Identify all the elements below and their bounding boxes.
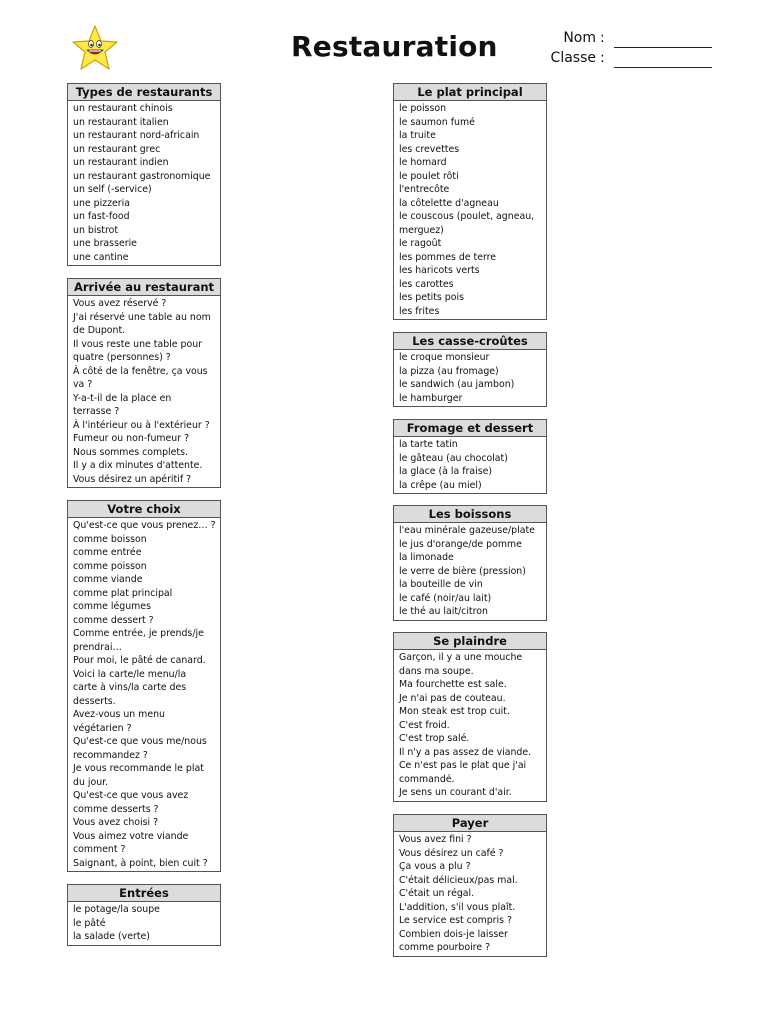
nom-row bbox=[532, 28, 712, 48]
list-item: les carottes bbox=[399, 278, 454, 290]
classe-label: Classe bbox=[550, 50, 596, 66]
list-item: le jus d'orange/de pomme bbox=[399, 538, 522, 550]
box-list bbox=[68, 902, 220, 945]
list-item: le pâté bbox=[73, 917, 106, 929]
list-item: quatre (personnes) ? bbox=[73, 352, 171, 363]
list-item: C'est froid. bbox=[399, 719, 450, 731]
box-casse-croutes bbox=[393, 332, 547, 407]
list-item: Voici la carte/le menu/la bbox=[73, 668, 187, 680]
list-item: comme desserts ? bbox=[73, 803, 159, 815]
list-item: À l'intérieur ou à l'extérieur ? bbox=[73, 419, 210, 431]
list-item: le hamburger bbox=[399, 392, 463, 404]
box-votre-choix bbox=[67, 500, 221, 872]
list-item: Il n'y a pas assez de viande. bbox=[399, 746, 532, 758]
list-item: un restaurant italien bbox=[73, 116, 169, 128]
nom-label: Nom bbox=[563, 30, 596, 46]
box-list bbox=[68, 518, 220, 871]
list-item: les haricots verts bbox=[399, 265, 480, 276]
list-item: prendrai… bbox=[73, 641, 122, 653]
list-item: le gâteau (au chocolat) bbox=[399, 452, 508, 464]
box-list bbox=[394, 437, 546, 493]
box-list bbox=[394, 101, 546, 319]
box-title: Types de restaurants bbox=[68, 84, 220, 101]
list-item: commandé. bbox=[399, 773, 455, 785]
list-item: Le service est compris ? bbox=[399, 915, 512, 926]
list-item: Vous avez réservé ? bbox=[73, 298, 167, 309]
list-item: comme plat principal bbox=[73, 587, 173, 599]
box-title: Arrivée au restaurant bbox=[68, 279, 220, 296]
box-list bbox=[394, 523, 546, 620]
list-item: le saumon fumé bbox=[399, 116, 475, 128]
list-item: Vous aimez votre viande bbox=[73, 830, 189, 842]
list-item: C'était un régal. bbox=[399, 888, 475, 899]
list-item: comme entrée bbox=[73, 547, 142, 558]
box-entrees bbox=[67, 884, 221, 946]
list-item: un restaurant chinois bbox=[73, 103, 173, 114]
list-item: Vous avez fini ? bbox=[399, 834, 472, 845]
list-item: comment ? bbox=[73, 844, 126, 855]
list-item: les petits pois bbox=[399, 292, 464, 303]
list-item: comme pourboire ? bbox=[399, 942, 491, 953]
list-item: Vous avez choisi ? bbox=[73, 817, 159, 828]
list-item: un fast-food bbox=[73, 211, 130, 222]
box-list bbox=[394, 350, 546, 406]
box-title: Votre choix bbox=[68, 501, 220, 518]
list-item: les pommes de terre bbox=[399, 251, 497, 263]
list-item: le homard bbox=[399, 157, 447, 168]
list-item: une brasserie bbox=[73, 238, 137, 249]
list-item: l'entrecôte bbox=[399, 184, 450, 195]
list-item: J'ai réservé une table au nom bbox=[73, 311, 211, 323]
box-title: Le plat principal bbox=[394, 84, 546, 101]
list-item: Avez-vous un menu bbox=[73, 709, 165, 720]
page-title: Restauration bbox=[291, 30, 498, 63]
nom-colon: : bbox=[600, 30, 605, 46]
box-payer bbox=[393, 814, 547, 957]
list-item: la truite bbox=[399, 130, 436, 141]
box-title: Entrées bbox=[68, 885, 220, 902]
list-item: le verre de bière (pression) bbox=[399, 565, 526, 577]
list-item: l'eau minérale gazeuse/plate bbox=[399, 525, 535, 536]
list-item: Il vous reste une table pour bbox=[73, 338, 203, 350]
box-list bbox=[394, 650, 546, 801]
list-item: carte à vins/la carte des bbox=[73, 682, 187, 693]
list-item: la limonade bbox=[399, 552, 454, 563]
box-types-restaurants bbox=[67, 83, 221, 266]
list-item: comme poisson bbox=[73, 560, 147, 572]
list-item: le poisson bbox=[399, 103, 447, 114]
box-list bbox=[68, 101, 220, 265]
list-item: Qu'est-ce que vous me/nous bbox=[73, 736, 207, 747]
box-list bbox=[394, 832, 546, 956]
box-title: Se plaindre bbox=[394, 633, 546, 650]
list-item: Je sens un courant d'air. bbox=[399, 787, 512, 798]
list-item: merguez) bbox=[399, 224, 444, 236]
list-item: une cantine bbox=[73, 251, 129, 263]
list-item: un restaurant gastronomique bbox=[73, 170, 211, 182]
list-item: comme dessert ? bbox=[73, 614, 154, 626]
list-item: la crêpe (au miel) bbox=[399, 479, 482, 491]
list-item: terrasse ? bbox=[73, 406, 120, 417]
list-item: un restaurant grec bbox=[73, 143, 161, 155]
list-item: recommandez ? bbox=[73, 749, 148, 761]
list-item: Saignant, à point, bien cuit ? bbox=[73, 857, 208, 869]
list-item: Je n'ai pas de couteau. bbox=[399, 692, 506, 704]
box-se-plaindre bbox=[393, 632, 547, 802]
list-item: comme boisson bbox=[73, 533, 147, 545]
list-item: les frites bbox=[399, 305, 440, 317]
list-item: Nous sommes complets. bbox=[73, 446, 188, 458]
list-item: la côtelette d'agneau bbox=[399, 197, 499, 209]
list-item: les crevettes bbox=[399, 143, 460, 155]
list-item: Ma fourchette est sale. bbox=[399, 679, 507, 690]
list-item: comme légumes bbox=[73, 601, 151, 612]
box-title: Payer bbox=[394, 815, 546, 832]
list-item: Combien dois-je laisser bbox=[399, 928, 508, 940]
list-item: de Dupont. bbox=[73, 325, 126, 336]
list-item: la bouteille de vin bbox=[399, 579, 483, 590]
list-item: le couscous (poulet, agneau, bbox=[399, 211, 535, 222]
list-item: le café (noir/au lait) bbox=[399, 592, 492, 604]
list-item: L'addition, s'il vous plaît. bbox=[399, 901, 516, 913]
box-fromage-dessert bbox=[393, 419, 547, 494]
list-item: C'est trop salé. bbox=[399, 733, 470, 744]
list-item: Ce n'est pas le plat que j'ai bbox=[399, 760, 527, 771]
list-item: Il y a dix minutes d'attente. bbox=[73, 460, 203, 471]
box-title: Les casse-croûtes bbox=[394, 333, 546, 350]
box-list bbox=[68, 296, 220, 487]
list-item: un bistrot bbox=[73, 224, 119, 236]
list-item: Pour moi, le pâté de canard. bbox=[73, 655, 206, 666]
list-item: la pizza (au fromage) bbox=[399, 365, 499, 377]
list-item: Fumeur ou non-fumeur ? bbox=[73, 433, 190, 444]
list-item: Vous désirez un café ? bbox=[399, 847, 504, 859]
list-item: Ça vous a plu ? bbox=[399, 861, 471, 872]
list-item: desserts. bbox=[73, 695, 116, 707]
nom-blank-line bbox=[614, 32, 712, 48]
box-title: Fromage et dessert bbox=[394, 420, 546, 437]
list-item: le potage/la soupe bbox=[73, 904, 160, 915]
box-arrivee-restaurant bbox=[67, 278, 221, 488]
list-item: le croque monsieur bbox=[399, 352, 490, 363]
list-item: Qu'est-ce que vous prenez… ? bbox=[73, 520, 216, 531]
list-item: un restaurant indien bbox=[73, 157, 169, 168]
list-item: dans ma soupe. bbox=[399, 665, 474, 677]
list-item: la tarte tatin bbox=[399, 439, 458, 450]
list-item: la salade (verte) bbox=[73, 931, 150, 942]
box-plat-principal bbox=[393, 83, 547, 320]
list-item: Y-a-t-il de la place en bbox=[73, 392, 172, 404]
list-item: Qu'est-ce que vous avez bbox=[73, 790, 189, 801]
list-item: du jour. bbox=[73, 776, 109, 788]
list-item: Vous désirez un apéritif ? bbox=[73, 473, 192, 485]
list-item: Comme entrée, je prends/je bbox=[73, 628, 204, 639]
list-item: comme viande bbox=[73, 574, 143, 585]
list-item: la glace (à la fraise) bbox=[399, 466, 493, 477]
list-item: À côté de la fenêtre, ça vous bbox=[73, 365, 208, 377]
box-boissons bbox=[393, 505, 547, 621]
list-item: le ragoût bbox=[399, 238, 442, 249]
list-item: le sandwich (au jambon) bbox=[399, 379, 515, 390]
list-item: le poulet rôti bbox=[399, 170, 459, 182]
classe-row bbox=[532, 48, 712, 68]
star-mascot-icon bbox=[70, 24, 120, 72]
box-title: Les boissons bbox=[394, 506, 546, 523]
list-item: le thé au lait/citron bbox=[399, 606, 488, 617]
list-item: va ? bbox=[73, 379, 93, 390]
list-item: un self (-service) bbox=[73, 184, 152, 195]
list-item: Je vous recommande le plat bbox=[73, 763, 204, 774]
list-item: Garçon, il y a une mouche bbox=[399, 652, 523, 663]
list-item: un restaurant nord-africain bbox=[73, 130, 200, 141]
classe-blank-line bbox=[614, 52, 712, 68]
student-info bbox=[532, 28, 712, 68]
list-item: une pizzeria bbox=[73, 197, 131, 209]
list-item: C'était délicieux/pas mal. bbox=[399, 874, 518, 886]
classe-colon: : bbox=[600, 50, 605, 66]
list-item: Mon steak est trop cuit. bbox=[399, 706, 510, 717]
list-item: végétarien ? bbox=[73, 722, 132, 734]
